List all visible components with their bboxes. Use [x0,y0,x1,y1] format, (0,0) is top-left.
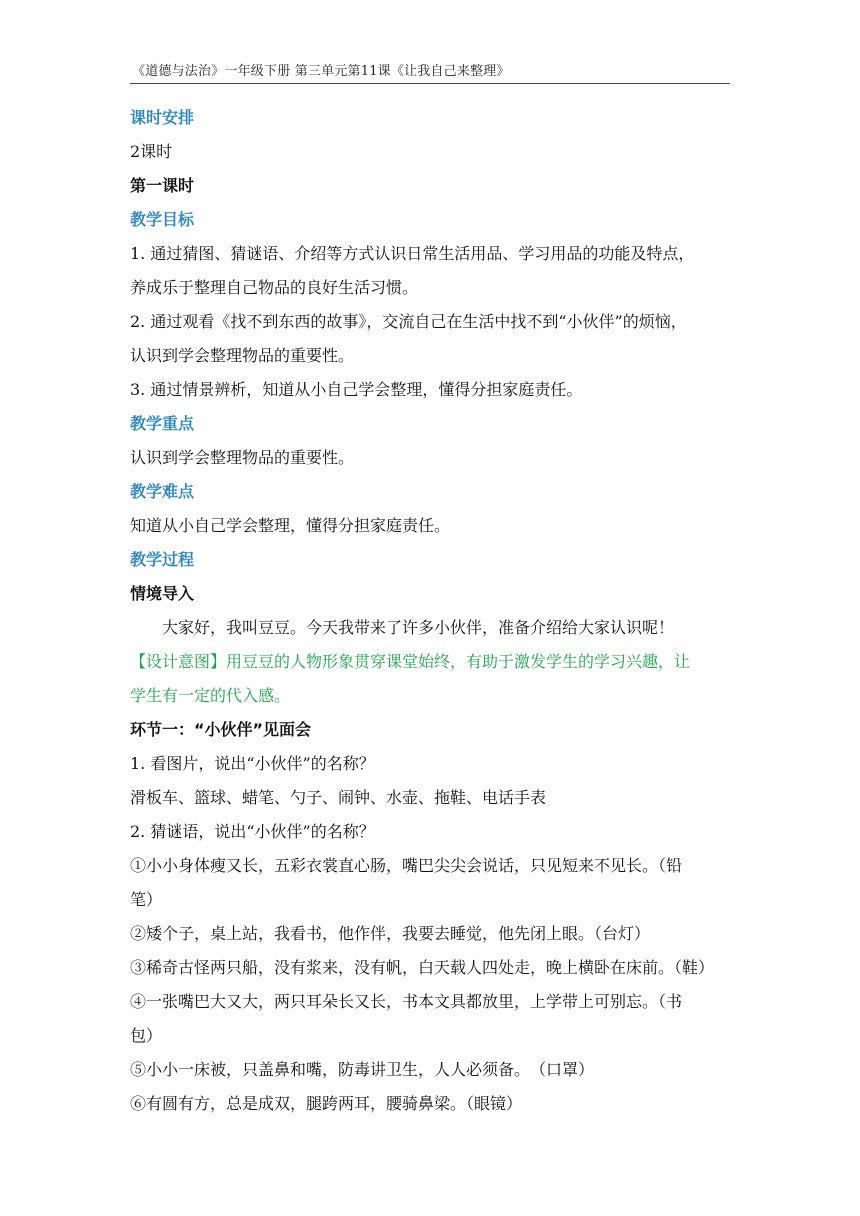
goal-line: 2. 通过观看《找不到东西的故事》，交流自己在生活中找不到“小伙伴”的烦恼， [130,312,687,331]
page-header: 《道德与法治》一年级下册 第三单元第11课《让我自己来整理》 [130,60,730,84]
riddle-line: ②矮个子，桌上站，我看书，他作伴，我要去睡觉，他先闭上眼。（台灯） [130,924,651,943]
subheading-step1: 环节一：“小伙伴”见面会 [130,720,312,739]
riddle-line: ①小小身体瘦又长，五彩衣裳直心肠，嘴巴尖尖会说话，只见短来不见长。（铅 [130,856,683,875]
section-heading-schedule: 课时安排 [130,108,195,127]
section-heading-process: 教学过程 [130,550,195,569]
goal-line: 1. 通过猜图、猜谜语、介绍等方式认识日常生活用品、学习用品的功能及特点， [130,244,695,263]
intro-text: 大家好，我叫豆豆。今天我带来了许多小伙伴，准备介绍给大家认识呢！ [162,618,675,637]
difficulty-text: 知道从小自己学会整理，懂得分担家庭责任。 [130,516,451,535]
section-heading-difficulty: 教学难点 [130,482,195,501]
goal-line: 认识到学会整理物品的重要性。 [130,346,355,365]
lesson-title: 第一课时 [130,176,195,195]
section-heading-focus: 教学重点 [130,414,195,433]
focus-text: 认识到学会整理物品的重要性。 [130,448,355,467]
subheading-intro: 情境导入 [130,584,195,603]
riddle-line: ④一张嘴巴大又大，两只耳朵长又长，书本文具都放里，上学带上可别忘。（书 [130,992,683,1011]
document-body [130,101,730,1121]
design-intent-line: 学生有一定的代入感。 [130,686,291,705]
goal-line: 3. 通过情景辨析，知道从小自己学会整理，懂得分担家庭责任。 [130,380,583,399]
riddle-line: ③稀奇古怪两只船，没有浆来，没有帆，白天载人四处走，晚上横卧在床前。（鞋） [130,958,715,977]
riddle-line: 笔） [130,890,163,909]
section-heading-goals: 教学目标 [130,210,195,229]
goal-line: 养成乐于整理自己物品的良好生活习惯。 [130,278,419,297]
riddle-line: ⑤小小一床被，只盖鼻和嘴，防毒讲卫生，人人必须备。 （口罩） [130,1060,595,1079]
question-2: 2. 猜谜语，说出“小伙伴”的名称？ [130,822,375,841]
question-1: 1. 看图片，说出“小伙伴”的名称？ [130,754,375,773]
document-page [130,60,730,1121]
design-intent-line: 【设计意图】用豆豆的人物形象贯穿课堂始终，有助于激发学生的学习兴趣，让 [130,652,691,671]
schedule-text: 2课时 [130,142,173,161]
riddle-line: ⑥有圆有方，总是成双，腿跨两耳，腰骑鼻梁。（眼镜） [130,1094,523,1113]
riddle-line: 包） [130,1026,163,1045]
question-1-answer: 滑板车、篮球、蜡笔、勺子、闹钟、水壶、拖鞋、电话手表 [130,788,547,807]
